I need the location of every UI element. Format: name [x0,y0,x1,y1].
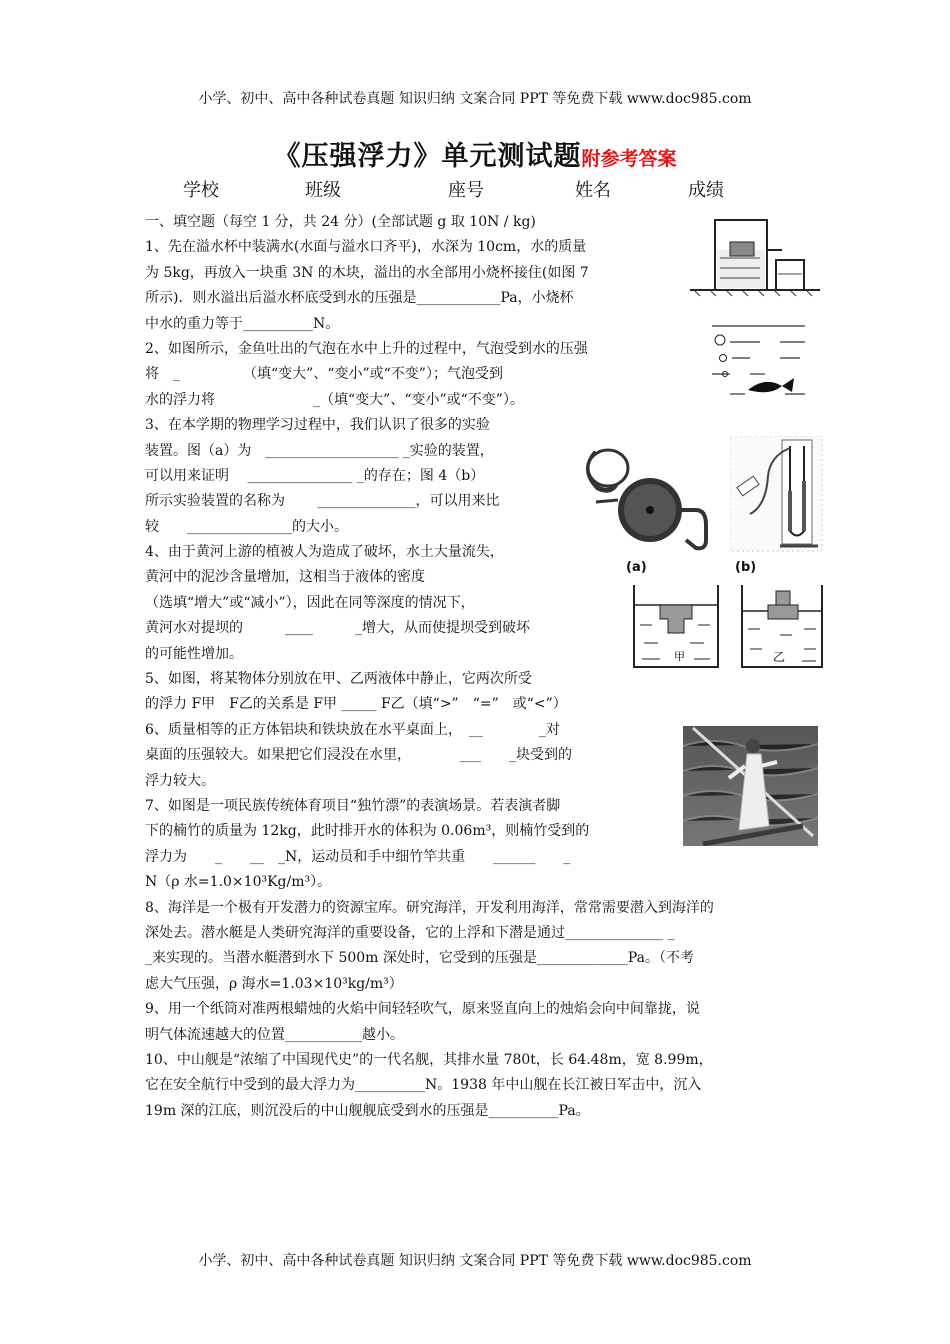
question-line: 较 _______________的大小。 [145,518,348,535]
fish-bubbles-figure [710,318,810,413]
question-line: 深处去。潜水艇是人类研究海洋的重要设备，它的上浮和下潜是通过______________ _ [145,924,675,941]
question-line: 的可能性增加。 [145,645,243,662]
question-line: 浮力为 _ __ _N，运动员和手中细竹竿共重 ______ _ [145,848,571,865]
question-line: 6、质量相等的正方体铝块和铁块放在水平桌面上， __ _对 [145,721,560,738]
question-line: _来实现的。当潜水艇潜到水下 500m 深处时，它受到的压强是_____________Pa。（不考 [145,950,695,967]
class-label: 班级 [305,180,341,201]
score-label: 成绩 [688,180,724,201]
question-line: （选填“增大”或“减小”），因此在同等深度的情况下， [145,594,475,611]
question-line: 5、如图，将某物体分别放在甲、乙两液体中静止，它两次所受 [145,671,532,688]
school-label: 学校 [183,180,219,201]
question-line: 2、如图所示，金鱼吐出的气泡在水中上升的过程中，气泡受到水的压强 [145,340,588,357]
question-line: 桌面的压强较大。如果把它们浸没在水里， ___ _块受到的 [145,747,572,764]
question-line: 的浮力 F甲 F乙的关系是 F甲 _____ F乙（填“>” “=” 或“<”） [145,696,567,713]
section-heading: 一、填空题（每空 1 分，共 24 分）(全部试题 g 取 10N / kg) [145,214,536,230]
liquid-comparison-figure [630,585,825,675]
page-header: 小学、初中、高中各种试卷真题 知识归纳 文案合同 PPT 等免费下载 www.doc985.com [198,91,752,107]
question-line: 将 _ （填“变大”、“变小”或“不变”）；气泡受到 [145,366,503,383]
question-line: 可以用来证明 _______________ _的存在；图 4（b） [145,467,485,484]
liquid-jia-label: 甲 [674,650,685,663]
page-title [0,134,950,173]
question-line: 明气体流速越大的位置___________越小。 [145,1026,404,1043]
question-line: 黄河中的泥沙含量增加，这相当于液体的密度 [145,569,425,586]
question-line: 装置。图（a）为 ___________________ _实验的装置， [145,442,494,459]
overflow-cup-figure [690,212,825,297]
name-label: 姓名 [575,180,611,201]
question-line: 所示)．则水溢出后溢水杯底受到水的压强是____________Pa，小烧杯 [145,290,574,307]
question-line: 8、海洋是一个极有开发潜力的资源宝库。研究海洋，开发利用海洋，常常需要潜入到海洋的 [145,899,714,916]
figure-b-label: (b) [735,560,757,575]
question-line: 10、中山舰是“浓缩了中国现代史”的一代名舰，其排水量 780t，长 64.48m，宽 8.99m， [145,1051,713,1068]
question-line: 浮力较大。 [145,772,215,789]
question-line: N（ρ 水=1.0×10³Kg/m³）。 [145,874,332,891]
seat-label: 座号 [448,180,484,201]
question-line: 1、先在溢水杯中装满水(水面与溢水口齐平)，水深为 10cm，水的质量 [145,239,587,256]
question-line: 7、如图是一项民族传统体育项目“独竹漂”的表演场景。若表演者脚 [145,797,561,814]
question-line: 3、在本学期的物理学习过程中，我们认识了很多的实验 [145,417,490,434]
bamboo-rafting-photo [683,726,818,846]
question-line: 所示实验装置的名称为 ______________，可以用来比 [145,493,500,510]
manometer-figure-b [730,436,825,554]
question-line: 19m 深的江底，则沉没后的中山舰舰底受到水的压强是__________Pa。 [145,1102,590,1119]
question-line: 水的浮力将 _（填“变大”、“变小”或“不变”）。 [145,391,524,408]
question-line: 为 5kg，再放入一块重 3N 的木块，溢出的水全部用小烧杯接住(如图 7 [145,264,589,281]
question-line: 黄河水对提坝的 ____ _增大，从而使提坝受到破坏 [145,620,530,637]
title-suffix: 附参考答案 [581,148,677,170]
question-line: 虑大气压强，ρ 海水=1.03×10³kg/m³） [145,975,403,992]
question-line: 下的楠竹的质量为 12kg，此时排开水的体积为 0.06m³，则楠竹受到的 [145,823,590,840]
question-line: 4、由于黄河上游的植被人为造成了破坏，水土大量流失， [145,544,504,561]
question-line: 9、用一个纸筒对准两根蜡烛的火焰中间轻轻吹气，原来竖直向上的烛焰会向中间靠拢，说 [145,1001,700,1018]
page-footer: 小学、初中、高中各种试卷真题 知识归纳 文案合同 PPT 等免费下载 www.doc985.com [198,1253,752,1269]
figure-a-label: (a) [626,560,647,575]
question-line: 它在安全航行中受到的最大浮力为__________N。1938 年中山舰在长江被日军击中，沉入 [145,1077,702,1094]
title-main: 《压强浮力》单元测试题 [273,141,582,172]
liquid-yi-label: 乙 [773,650,786,664]
device-figure-a [578,440,718,560]
question-line: 中水的重力等于__________N。 [145,315,340,332]
